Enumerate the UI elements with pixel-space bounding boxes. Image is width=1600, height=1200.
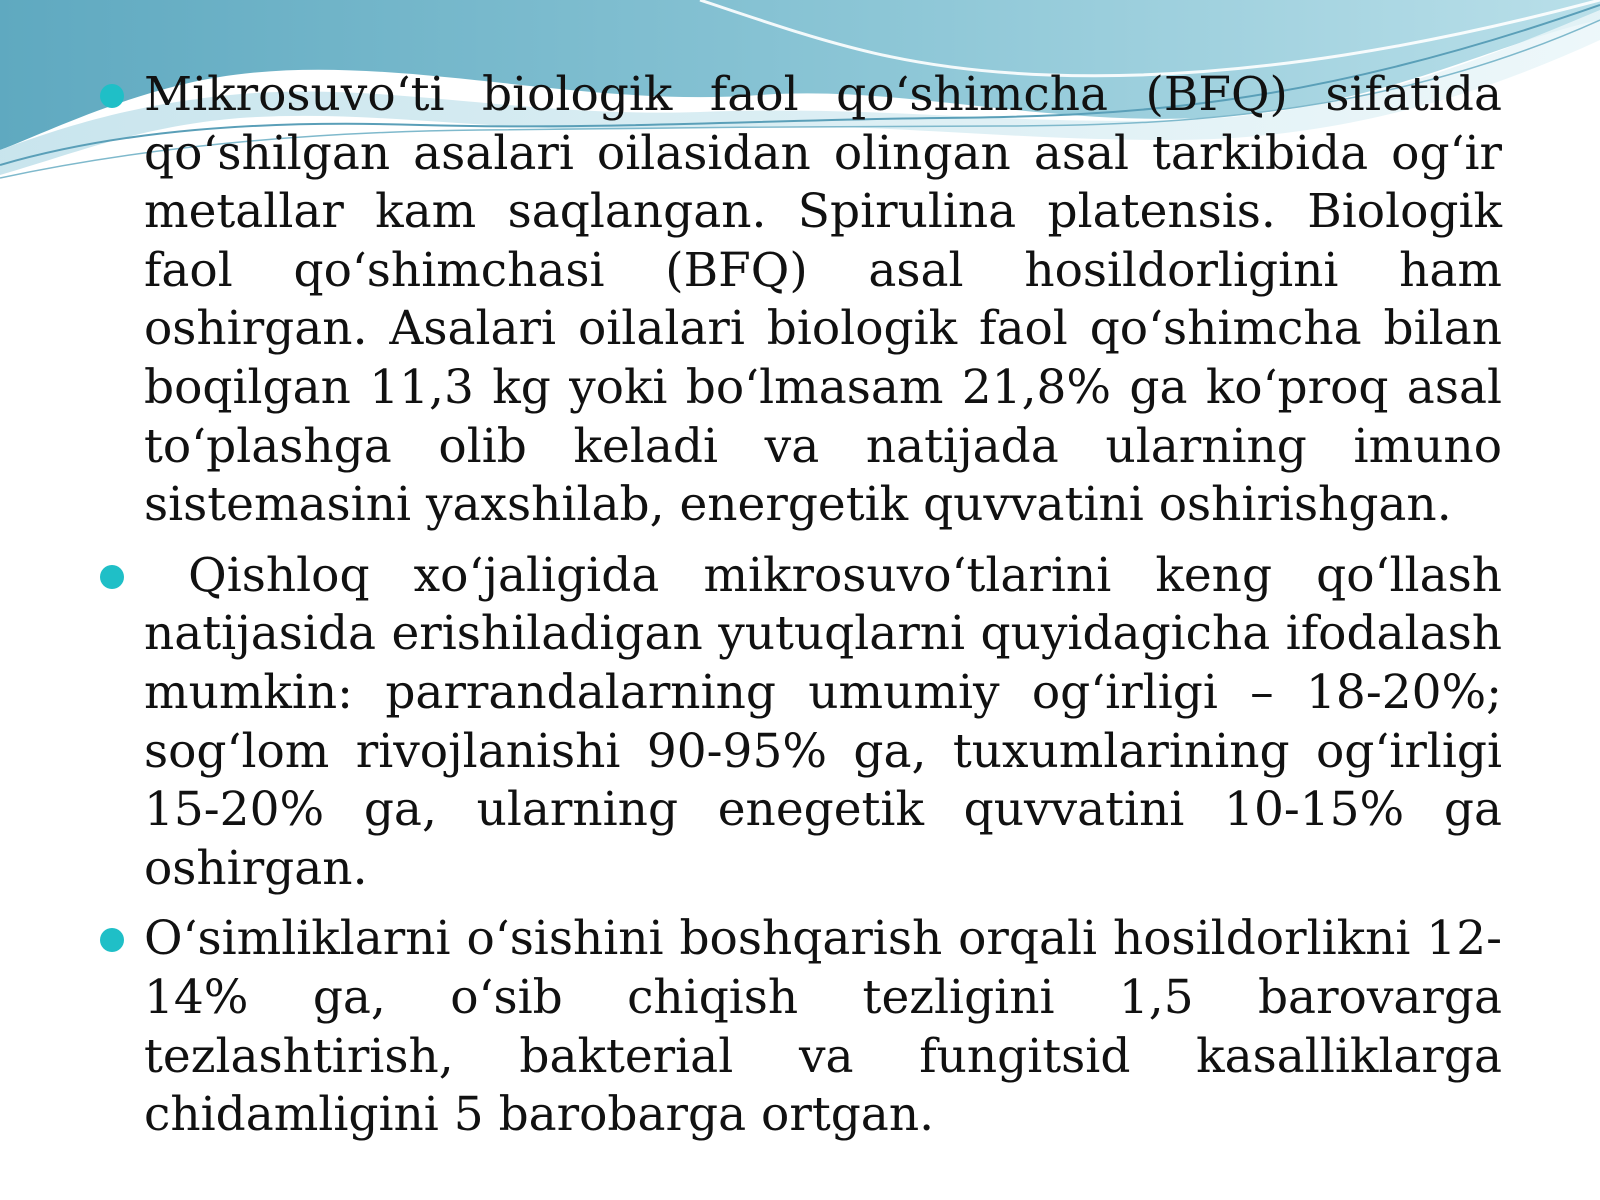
bullet-dot-icon [100, 565, 124, 589]
bullet-text: Qishloq xo‘jaligida mikrosuvo‘tlarini keng qo‘llash natijasida erishiladigan yutuqlarni quyidagicha ifodalash mumkin: parrandalarning umumiy og‘irligi – 18-20%; sog‘lom rivojlanishi 90-95% ga, tuxumlarining og‘irligi 15-20% ga, ularning enegetik quvvatini 10-15% ga oshirgan. [144, 547, 1517, 896]
bullet-list [100, 66, 1517, 1145]
bullet-item [100, 910, 1517, 1144]
slide-body [100, 66, 1517, 1157]
bullet-dot-icon [100, 928, 124, 952]
bullet-dot-icon [100, 84, 124, 108]
bullet-text: O‘simliklarni o‘sishini boshqarish orqali hosildorlikni 12-14% ga, o‘sib chiqish tezligini 1,5 barovarga tezlashtirish, bakterial va fungitsid kasalliklarga chidamligini 5 barobarga ortgan. [144, 911, 1517, 1143]
bullet-text: Mikrosuvo‘ti biologik faol qo‘shimcha (BFQ) sifatida qo‘shilgan asalari oilasidan olingan asal tarkibida og‘ir metallar kam saqlangan. Spirulina platensis. Biologik faol qo‘shimchasi (BFQ) asal hosildorligini ham oshirgan. Asalari oilalari biologik faol qo‘shimcha bilan boqilgan 11,3 kg yoki bo‘lmasam 21,8% ga ko‘proq asal to‘plashga olib keladi va natijada ularning imuno sistemasini yaxshilab, energetik quvvatini oshirishgan. [144, 67, 1517, 533]
bullet-item [100, 547, 1517, 899]
bullet-item [100, 66, 1517, 535]
